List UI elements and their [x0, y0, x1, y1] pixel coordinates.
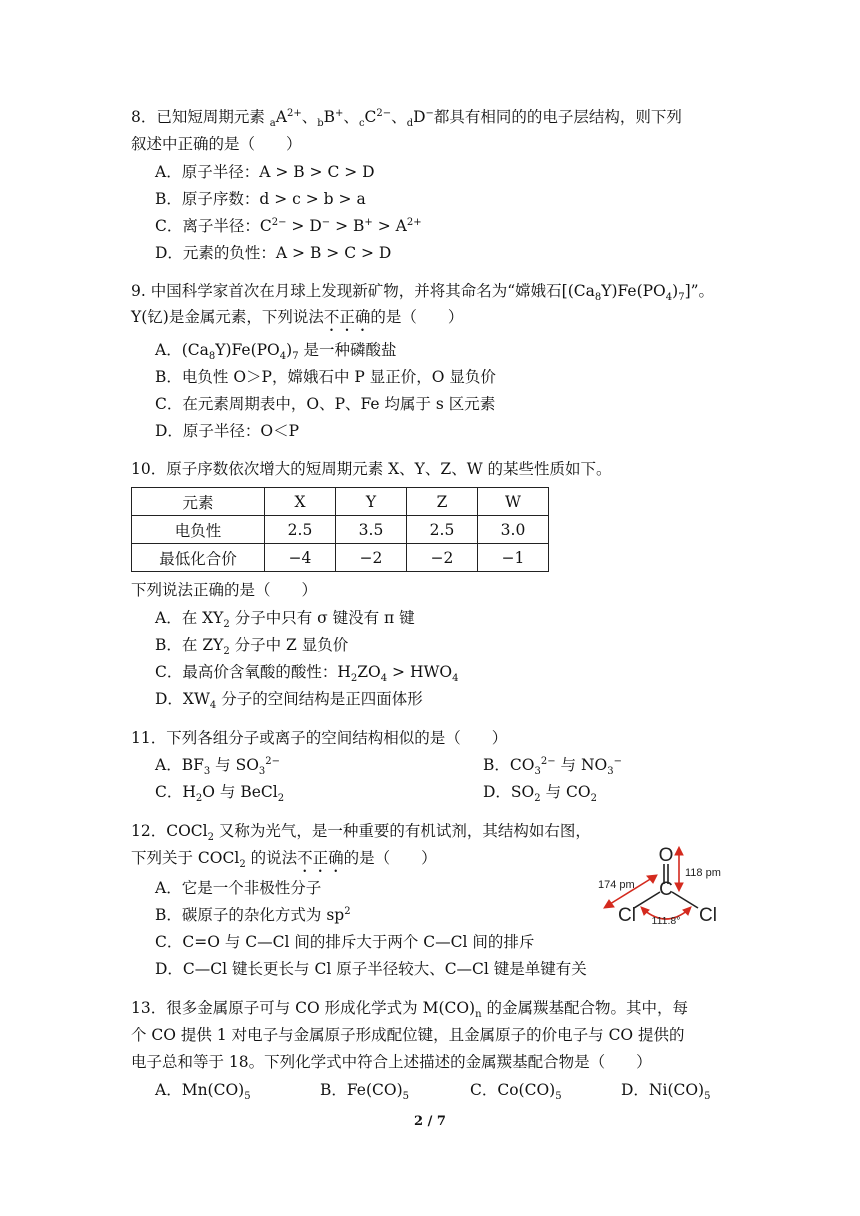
- table-cell: 2.5: [265, 516, 336, 544]
- table-header-cell: X: [265, 488, 336, 516]
- ion-a-sup: 2+: [286, 107, 302, 119]
- q8-option-c-label: C．离子半径：: [155, 217, 260, 235]
- cocl2-structure-figure: [592, 844, 742, 929]
- q10-after-text: 下列说法正确的是（ ）: [131, 581, 318, 599]
- q13-text: 的金属羰基配合物。其中，每: [481, 999, 688, 1017]
- q11-sub: 2: [195, 793, 203, 805]
- q10-option-a: [155, 608, 415, 631]
- q12-option-d: D．C—Cl 键长更长与 Cl 原子半径较大、C—Cl 键是单键有关: [155, 960, 587, 978]
- table-cell: 3.0: [478, 516, 549, 544]
- ion-c-sym: C: [364, 108, 377, 126]
- ion-c-sup: 2−: [376, 107, 392, 119]
- atom-cl-right-label: Cl: [699, 905, 717, 926]
- q12-sub: 2: [239, 859, 246, 871]
- ion-c-sub: c: [358, 118, 365, 130]
- q11-text: B．CO: [483, 756, 535, 774]
- q11-sup: 2−: [540, 755, 556, 767]
- q9-text: 是一种磷酸盐: [298, 341, 397, 359]
- q8-option-d: D．元素的负性：A > B > C > D: [155, 244, 392, 262]
- q8-stem-suffix: 都具有相同的的电子层结构，则下列: [433, 108, 682, 126]
- q12-text: B．碳原子的杂化方式为 sp: [155, 906, 345, 924]
- q10-stem: 10．原子序数依次增大的短周期元素 X、Y、Z、W 的某些性质如下。: [131, 460, 612, 478]
- q11-option-a: [155, 755, 281, 778]
- q11-text: 与 CO: [540, 783, 591, 801]
- optc-part: −: [321, 216, 331, 228]
- q10-text: 分子中只有 σ 键没有 π 键: [229, 609, 415, 627]
- properties-table: [131, 487, 549, 572]
- q9-text: ]”。: [684, 282, 715, 300]
- table-cell: 2.5: [407, 516, 478, 544]
- q13-sub: 5: [244, 1091, 251, 1103]
- q10-text: B．在 ZY: [155, 636, 224, 654]
- optc-part: 2−: [271, 216, 287, 228]
- c-cl-bond-right: [672, 892, 698, 908]
- co-length-label: 118 pm: [685, 867, 721, 879]
- q8-stem-line2: 叙述中正确的是（ ）: [131, 135, 302, 153]
- q13-option-d: [621, 1080, 711, 1103]
- q10-text: ZO: [357, 663, 381, 681]
- atom-o-label: O: [658, 845, 674, 866]
- q10-text: 分子中 Z 显负价: [229, 636, 349, 654]
- q13-option-a: [155, 1080, 251, 1103]
- arrow-head: [647, 875, 657, 883]
- q9-option-b: B．电负性 O＞P，嫦娥石中 P 显正价，O 显负价: [155, 368, 496, 386]
- table-cell: 3.5: [336, 516, 407, 544]
- table-row: [132, 516, 549, 544]
- optc-part: +: [364, 216, 373, 228]
- q12-sub: 2: [207, 832, 214, 844]
- q11-text: 与 NO: [555, 756, 608, 774]
- q9-sub: 4: [279, 351, 287, 363]
- q10-sub: 4: [452, 673, 459, 685]
- q8-stem-prefix: 8．已知短周期元素: [131, 108, 270, 126]
- optc-part: > D: [286, 217, 322, 235]
- q13-sub: 5: [402, 1091, 410, 1103]
- q8-option-b: B．原子序数：d > c > b > a: [155, 190, 366, 208]
- table-cell: −4: [265, 544, 336, 572]
- q9-text: 9. 中国科学家首次在月球上发现新矿物，并将其命名为“嫦娥石[(Ca: [131, 282, 595, 300]
- table-row: [132, 544, 549, 572]
- q10-text: > HWO: [387, 663, 453, 681]
- q13-sub: 5: [555, 1091, 562, 1103]
- q11-sub: 3: [534, 766, 541, 778]
- q9-text: ): [672, 282, 679, 300]
- q9-sub: 7: [678, 292, 685, 304]
- q10-sub: 4: [380, 673, 388, 685]
- q9-sub: 8: [594, 292, 602, 304]
- q9-sub: 7: [292, 351, 299, 363]
- q9-sub: 8: [208, 351, 216, 363]
- q11-text: D．SO: [483, 783, 535, 801]
- q10-text: D．XW: [155, 690, 210, 708]
- q13-text: B．Fe(CO): [320, 1081, 403, 1099]
- q10-text: A．在 XY: [155, 609, 224, 627]
- q12-stem-line1: [131, 821, 591, 844]
- q11-option-c: [155, 782, 285, 805]
- q13-sub: n: [475, 1009, 482, 1021]
- q13-option-c: [470, 1080, 562, 1103]
- optc-part: > A: [372, 217, 407, 235]
- ion-b-sub: b: [317, 118, 324, 130]
- table-cell: −2: [407, 544, 478, 572]
- q13-stem-line1: [131, 998, 688, 1021]
- q8-option-a: A．原子半径：A > B > C > D: [155, 163, 375, 181]
- q12-stem-line2: [131, 848, 437, 876]
- q11-text: A．BF: [155, 756, 204, 774]
- arrow-head: [604, 900, 614, 908]
- q10-text: C．最高价含氧酸的酸性：H: [155, 663, 351, 681]
- q12-text: 的是（ ）: [343, 849, 437, 867]
- ion-b-sym: B: [323, 108, 336, 126]
- arrow-head: [675, 883, 683, 891]
- ion-d-sub: d: [406, 118, 414, 130]
- emphasis-text: 不正确: [323, 308, 371, 326]
- q11-stem: 11．下列各组分子或离子的空间结构相似的是（ ）: [131, 729, 508, 747]
- q9-sub: 4: [665, 292, 673, 304]
- table-header-cell: W: [478, 488, 549, 516]
- q12-option-c: C．C=O 与 C—Cl 间的排斥大于两个 C—Cl 间的排斥: [155, 933, 535, 951]
- q12-sup: 2: [344, 905, 351, 917]
- q9-text: Y(钇)是金属元素，下列说法: [131, 308, 324, 326]
- q9-text: Y)Fe(PO: [215, 341, 280, 359]
- q13-text: D．Ni(CO): [621, 1081, 705, 1099]
- q9-stem-line2: [131, 307, 463, 335]
- q9-text: A．(Ca: [155, 341, 209, 359]
- q9-stem-line1: [131, 281, 715, 304]
- q9-text: Y)Fe(PO: [601, 282, 666, 300]
- q11-sub: 2: [277, 793, 285, 805]
- q12-text: 下列关于 COCl: [131, 849, 240, 867]
- ion-a-sub: a: [269, 118, 276, 130]
- optc-part: > B: [330, 217, 365, 235]
- table-cell: 最低化合价: [132, 544, 265, 572]
- q9-text: ): [286, 341, 293, 359]
- q11-sup: −: [613, 755, 622, 767]
- atom-cl-left-label: Cl: [618, 905, 636, 926]
- q12-text: 又称为光气，是一种重要的有机试剂，其结构如右图，: [213, 822, 591, 840]
- q9-option-d: D．原子半径：O＜P: [155, 422, 300, 440]
- q11-sub: 2: [590, 793, 597, 805]
- q11-text: C．H: [155, 783, 196, 801]
- q8-stem-line1: 8．已知短周期元素 $_aA^{2+}$、$_b$B+、$_cC^{2-}$、$_d$D−都具有相同的的电子层结构，则下列: [131, 107, 682, 130]
- q12-text: 12．COCl: [131, 822, 208, 840]
- c-cl-bond-left: [634, 892, 660, 908]
- q11-text: 与 SO: [210, 756, 259, 774]
- q10-option-b: [155, 635, 349, 658]
- q13-option-b: [320, 1080, 410, 1103]
- table-header-cell: Y: [336, 488, 407, 516]
- q11-sup: 2−: [265, 755, 281, 767]
- optc-part: 2+: [406, 216, 422, 228]
- q8-option-c: [155, 216, 422, 236]
- table-cell: −1: [478, 544, 549, 572]
- table-header-cell: 元素: [132, 488, 265, 516]
- q10-option-c: [155, 662, 459, 685]
- q13-text: A．Mn(CO): [155, 1081, 245, 1099]
- q10-sub: 2: [350, 673, 358, 685]
- q10-sub: 2: [223, 646, 230, 658]
- table-cell: 电负性: [132, 516, 265, 544]
- ion-d-sym: D: [413, 108, 426, 126]
- q9-text: 的是（ ）: [370, 308, 464, 326]
- q11-option-d: [483, 782, 597, 805]
- q9-option-a: [155, 340, 397, 363]
- table-header-row: [132, 488, 549, 516]
- arrow-head: [675, 847, 683, 855]
- table-header-cell: Z: [407, 488, 478, 516]
- q11-text: O 与 BeCl: [202, 783, 278, 801]
- q10-sub: 4: [209, 700, 217, 712]
- q12-option-b: [155, 905, 351, 925]
- table-cell: −2: [336, 544, 407, 572]
- q10-sub: 2: [223, 619, 230, 631]
- atom-c-label: C: [659, 879, 673, 900]
- emphasis-text: 不正确: [297, 849, 344, 867]
- q11-sub: 2: [534, 793, 541, 805]
- q13-stem-line3: 电子总和等于 18。下列化学式中符合上述描述的金属羰基配合物是（ ）: [131, 1053, 652, 1071]
- q13-stem-line2: 个 CO 提供 1 对电子与金属原子形成配位键，且金属原子的价电子与 CO 提供的: [131, 1026, 685, 1044]
- q10-option-d: [155, 689, 423, 712]
- q11-sub: 3: [258, 766, 266, 778]
- q12-option-a: A．它是一个非极性分子: [155, 879, 322, 897]
- q11-option-b: [483, 755, 622, 778]
- optc-part: C: [259, 217, 272, 235]
- q10-text: 分子的空间结构是正四面体形: [216, 690, 423, 708]
- ccl-length-label: 174 pm: [598, 879, 635, 891]
- q11-sub: 3: [203, 766, 211, 778]
- bond-angle-label: 111.8°: [651, 915, 681, 927]
- q12-text: 的说法: [245, 849, 298, 867]
- q13-text: 13．很多金属原子可与 CO 形成化学式为 M(CO): [131, 999, 476, 1017]
- ion-a-sym: A: [275, 108, 287, 126]
- page-number: 2 / 7: [414, 1114, 446, 1129]
- q9-option-c: C．在元素周期表中，O、P、Fe 均属于 s 区元素: [155, 395, 496, 413]
- q11-sub: 3: [607, 766, 614, 778]
- ion-d-sup: −: [425, 107, 434, 119]
- q13-text: C．Co(CO): [470, 1081, 556, 1099]
- ion-b-sup: +: [335, 107, 344, 119]
- q13-sub: 5: [704, 1091, 711, 1103]
